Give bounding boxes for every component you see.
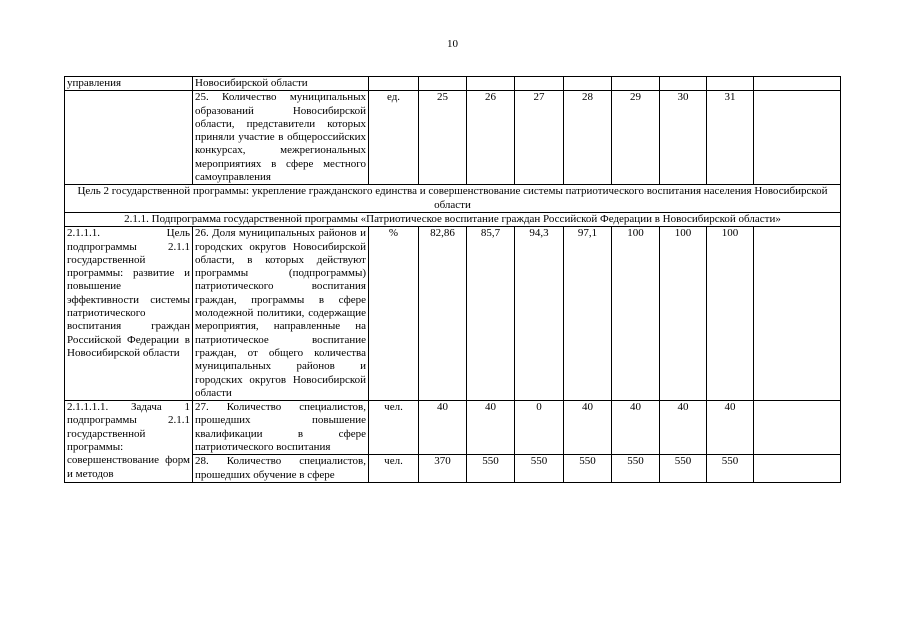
value-cell: 40 (660, 401, 707, 455)
value-cell: 40 (419, 401, 467, 455)
value-cell: 100 (707, 227, 754, 401)
unit-cell: % (369, 227, 419, 401)
value-cell: 370 (419, 455, 467, 483)
value-cell: 550 (467, 455, 515, 483)
value-cell: 0 (515, 401, 564, 455)
unit-cell: чел. (369, 455, 419, 483)
subsection-heading: 2.1.1. Подпрограмма государственной программы «Патриотическое воспитание граждан Российской Федерации в Новосибирской области» (65, 212, 841, 226)
value-cell: 40 (564, 401, 612, 455)
value-cell: 30 (660, 91, 707, 185)
value-cell: 40 (612, 401, 660, 455)
value-cell: 26 (467, 91, 515, 185)
value-cell: 100 (612, 227, 660, 401)
table-row (65, 212, 841, 226)
value-cell: 550 (515, 455, 564, 483)
table-row (65, 185, 841, 213)
indicators-table (64, 76, 841, 483)
indicator-cell: 28. Количество специалистов, прошедших обучение в сфере (193, 455, 369, 483)
value-cell: 550 (564, 455, 612, 483)
value-cell: 85,7 (467, 227, 515, 401)
value-cell: 40 (467, 401, 515, 455)
indicator-cell: 26. Доля муниципальных районов и городских округов Новосибирской области, в которых действуют программы (подпрограммы) патриотического воспитания граждан, программы в сфере молодежной политики, содержащие мероприятия, направленные на патриотическое воспитание граждан, от общего количества муниципальных районов и городских округов Новосибирской области (193, 227, 369, 401)
note-cell (754, 401, 841, 455)
value-cell: 29 (612, 91, 660, 185)
note-cell (754, 227, 841, 401)
value-cell: 28 (564, 91, 612, 185)
section-heading: Цель 2 государственной программы: укрепление гражданского единства и совершенствование системы патриотического воспитания населения Новосибирской области (65, 185, 841, 213)
goal-cell (65, 91, 193, 185)
indicator-cell: 25. Количество муниципальных образований Новосибирской области, представители которых приняли участие в общероссийских конкурсах, межрегиональных мероприятиях в сфере местного самоуправления (193, 91, 369, 185)
value-cell: 550 (612, 455, 660, 483)
unit-cell: чел. (369, 401, 419, 455)
value-cell: 550 (660, 455, 707, 483)
value-cell: 94,3 (515, 227, 564, 401)
value-cell: 40 (707, 401, 754, 455)
task-cell: 2.1.1.1.1. Задача 1 подпрограммы 2.1.1 государственной программы: совершенствование форм и методов (65, 401, 193, 483)
value-cell: 25 (419, 91, 467, 185)
note-cell (754, 455, 841, 483)
table-row (65, 77, 841, 91)
goal-cell: управления (65, 77, 193, 91)
value-cell: 27 (515, 91, 564, 185)
table-row (65, 401, 841, 455)
page-number: 10 (447, 38, 458, 50)
unit-cell: ед. (369, 91, 419, 185)
goal-cell: 2.1.1.1. Цель подпрограммы 2.1.1 государственной программы: развитие и повышение эффективности системы патриотического воспитания граждан Российской Федерации в Новосибирской области (65, 227, 193, 401)
note-cell (754, 91, 841, 185)
table-row (65, 227, 841, 401)
value-cell: 31 (707, 91, 754, 185)
value-cell: 550 (707, 455, 754, 483)
value-cell: 97,1 (564, 227, 612, 401)
indicator-cell: Новосибирской области (193, 77, 369, 91)
value-cell: 82,86 (419, 227, 467, 401)
value-cell: 100 (660, 227, 707, 401)
indicator-cell: 27. Количество специалистов, прошедших повышение квалификации в сфере патриотического воспитания (193, 401, 369, 455)
table-row (65, 91, 841, 185)
